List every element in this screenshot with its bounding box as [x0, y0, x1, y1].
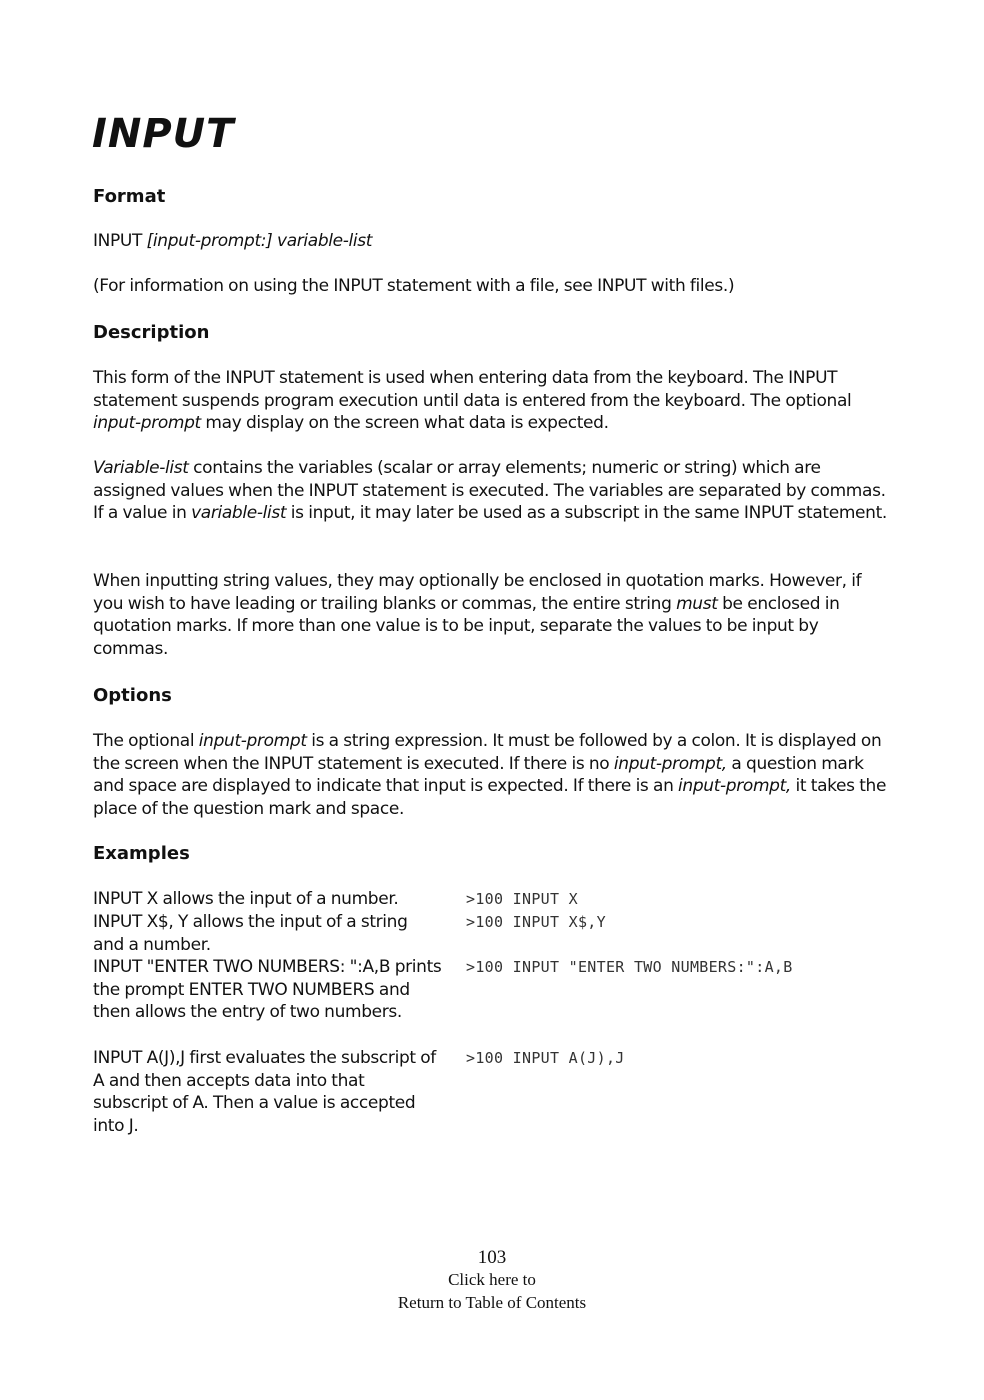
description-p2-italic-2: variable-list: [191, 503, 287, 524]
page-number: 103: [477, 1247, 507, 1268]
example-description: INPUT A(J),J first evaluates the subscript of A and then accepts data into that subscript of A. Then a value is accepted into J.: [93, 1048, 436, 1137]
description-p3-text-b: be enclosed in quotation marks. If more than one value is to be input, separate the values to be input by commas.: [93, 593, 840, 660]
description-p2-text-a: contains the variables (scalar or array elements; numeric or string) which are assigned values when the INPUT statement is executed. The variables are separated by commas. If a value in: [93, 458, 886, 524]
toc-link-line-1[interactable]: Click here to: [448, 1270, 536, 1289]
description-paragraph-2: [93, 457, 893, 525]
example-code: >100 INPUT A(J),J: [466, 1049, 625, 1067]
options-text-d: it takes the place of the question mark and space.: [93, 776, 887, 820]
description-paragraph-1: [93, 367, 893, 435]
options-text-b: is a string expression. It must be followed by a colon. It is displayed on the screen when the INPUT statement is executed. If there is no: [93, 731, 882, 774]
example-code: >100 INPUT X$,Y: [466, 913, 606, 931]
example-description: INPUT "ENTER TWO NUMBERS: ":A,B prints the prompt ENTER TWO NUMBERS and then allows the entry of two numbers.: [93, 957, 442, 1023]
description-p3-text-a: When inputting string values, they may optionally be enclosed in quotation marks. However, if you wish to have leading or trailing blanks or commas, the entire string: [93, 571, 862, 614]
description-p1-italic: input-prompt: [93, 413, 201, 434]
description-p3-italic: must: [676, 593, 718, 614]
page-title: INPUT: [92, 111, 235, 157]
options-italic-1: input-prompt: [198, 731, 307, 751]
options-italic-3: input-prompt,: [678, 776, 791, 797]
format-syntax: [93, 230, 893, 253]
example-code: >100 INPUT X: [466, 890, 578, 908]
description-p2-italic-1: Variable-list: [93, 458, 189, 478]
options-text-c: a question mark and space are displayed to indicate that input is expected. If there is an: [93, 753, 864, 797]
toc-link-line-2[interactable]: Return to Table of Contents: [397, 1293, 587, 1312]
example-description: INPUT X$, Y allows the input of a string and a number.: [93, 912, 408, 955]
description-heading: Description: [93, 322, 210, 343]
description-p1-text-a: This form of the INPUT statement is used when entering data from the keyboard. The INPUT statement suspends program execution until data is entered from the keyboard. The optional: [93, 368, 852, 411]
description-paragraph-3: [93, 570, 893, 661]
description-p2-text-b: is input, it may later be used as a subscript in the same INPUT statement.: [286, 503, 887, 524]
format-note: (For information on using the INPUT statement with a file, see INPUT with files.): [93, 276, 735, 296]
format-syntax-args: [input-prompt:] variable-list: [146, 231, 373, 251]
examples-heading: Examples: [93, 843, 190, 864]
format-heading: Format: [93, 186, 166, 207]
options-italic-2: input-prompt,: [613, 753, 727, 774]
format-syntax-keyword: INPUT: [93, 231, 147, 251]
example-description: INPUT X allows the input of a number.: [93, 889, 399, 909]
options-heading: Options: [93, 685, 172, 706]
description-p1-text-b: may display on the screen what data is expected.: [200, 413, 609, 434]
options-text-a: The optional: [93, 731, 199, 751]
example-code: >100 INPUT "ENTER TWO NUMBERS:":A,B: [466, 958, 793, 976]
options-paragraph: [93, 730, 893, 821]
